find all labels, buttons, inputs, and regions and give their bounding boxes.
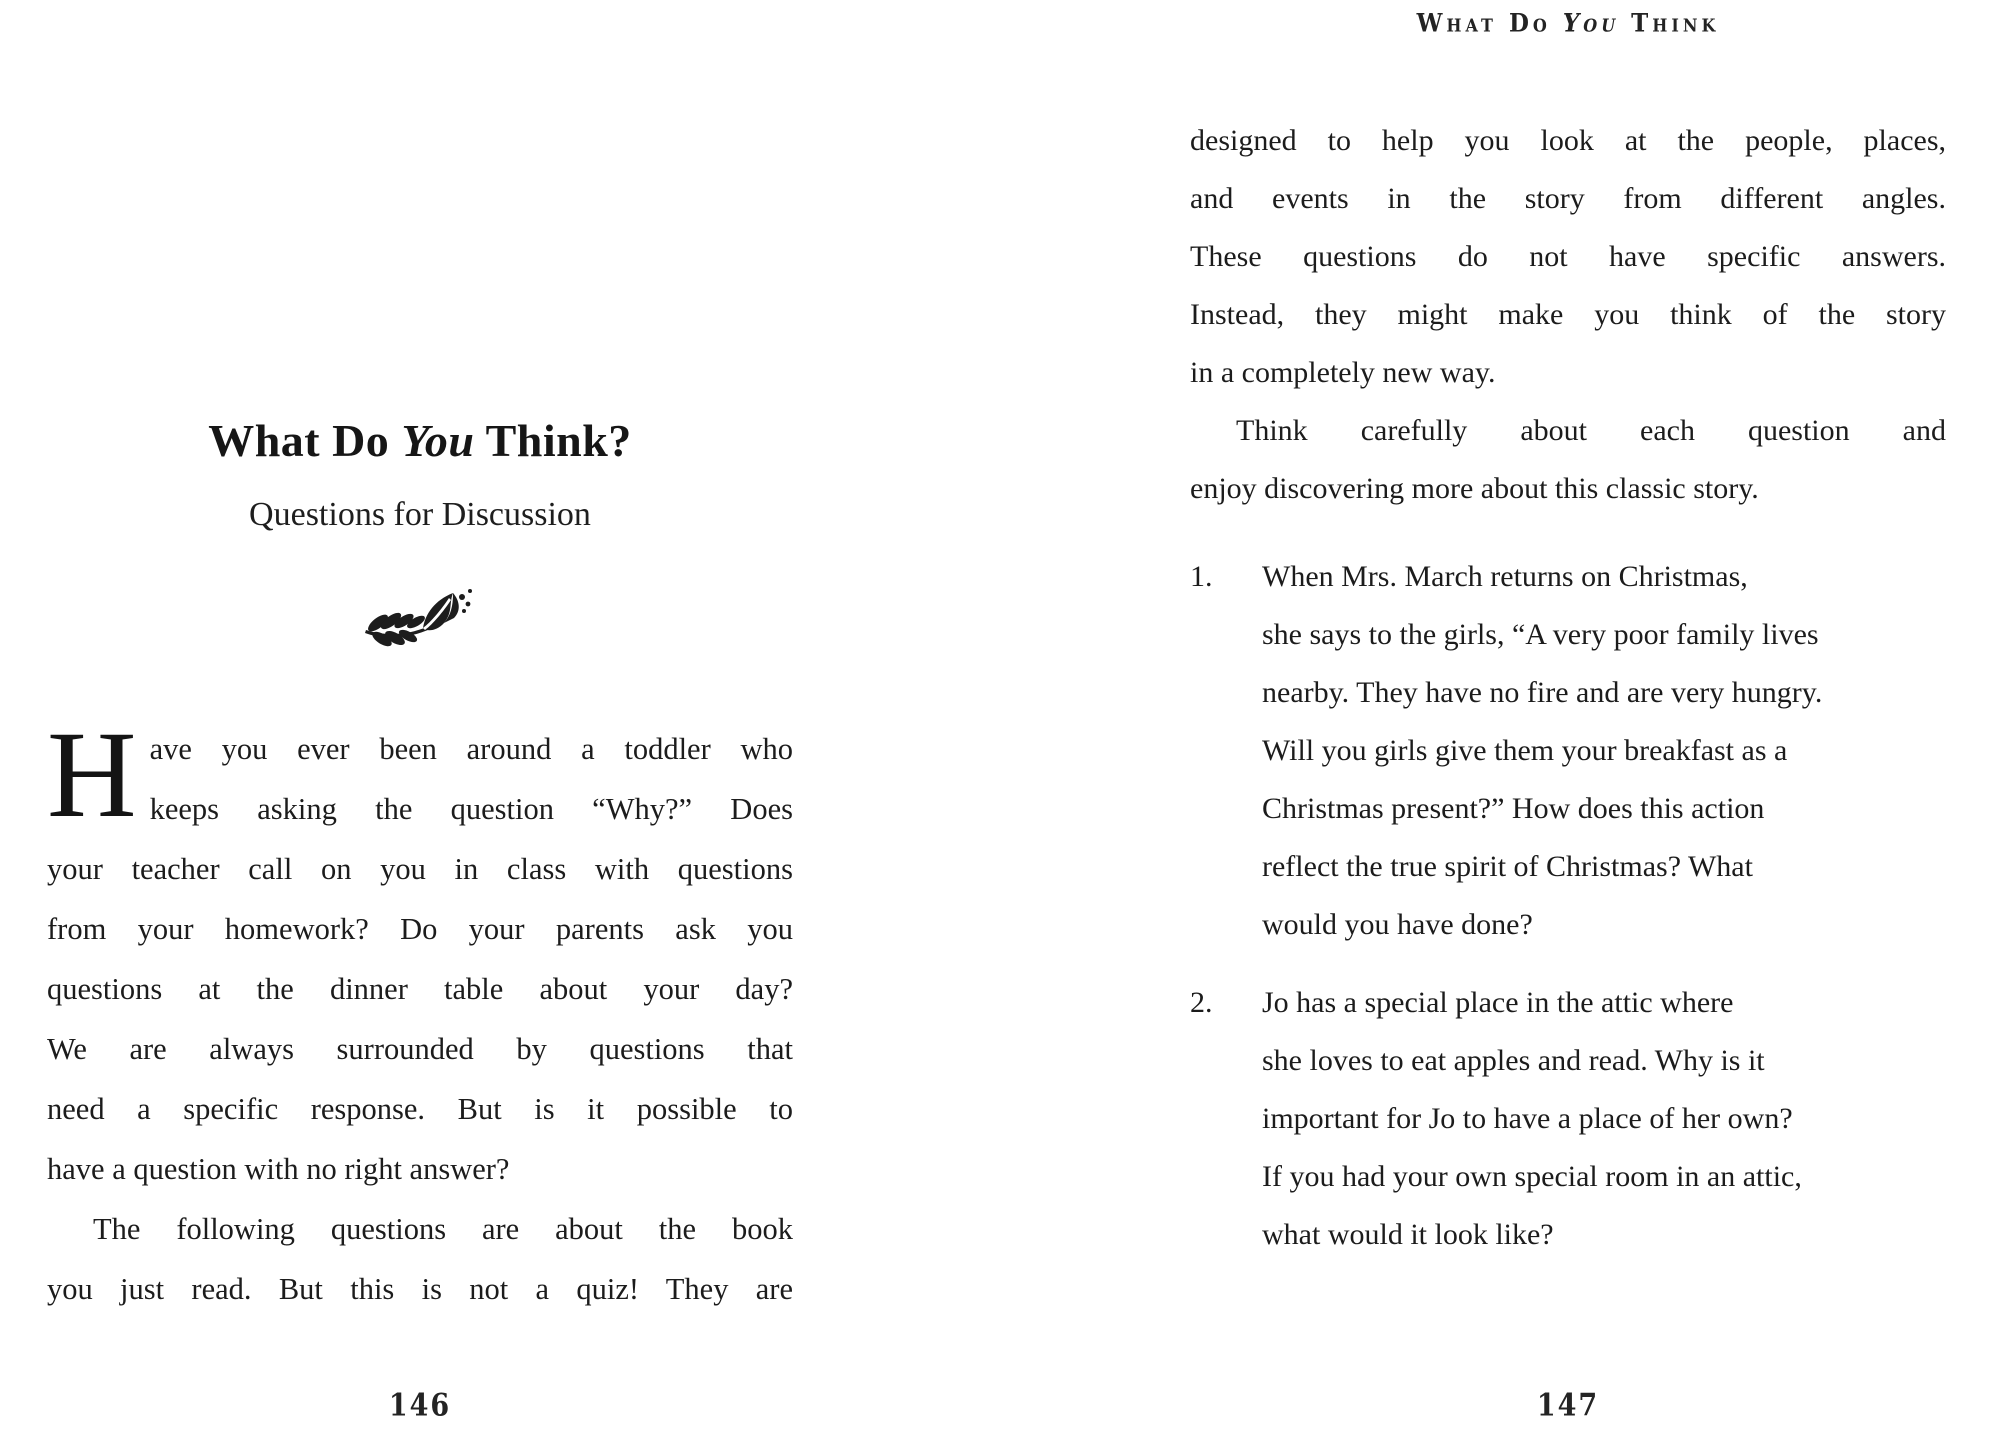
text-line: Christmas present?” How does this action [1262, 792, 1765, 825]
page-title-text: What Do [208, 415, 402, 466]
running-header-text: What Do [1416, 8, 1563, 39]
page-title-text-end: Think? [474, 415, 632, 466]
text-line: Jo has a special place in the attic where [1262, 986, 1734, 1019]
text-line: Will you girls give them your breakfast as a [1262, 734, 1788, 767]
text-line: important for Jo to have a place of her own? [1262, 1102, 1793, 1135]
text-line: keeps asking the question “Why?” Does [149, 792, 793, 826]
text-line: designed to help you look at the people, places, [1190, 124, 1946, 157]
text-line: have a question with no right answer? [47, 1152, 510, 1186]
opening-paragraph [47, 706, 793, 1199]
question-item-1 [1190, 548, 1946, 954]
running-header-italic-word: You [1562, 8, 1620, 39]
question-text [1262, 974, 1946, 1264]
floral-sprig-icon [361, 588, 479, 650]
text-line: nearby. They have no fire and are very hungry. [1262, 676, 1823, 709]
ornament-container [47, 588, 793, 655]
second-paragraph [47, 1199, 793, 1319]
running-header [1190, 9, 1946, 38]
text-line: would you have done? [1262, 908, 1533, 941]
page-title-italic-word: You [401, 415, 475, 466]
text-line: in a completely new way. [1190, 356, 1496, 389]
running-header-text-end: Think [1619, 8, 1720, 39]
left-page-body [47, 706, 793, 1319]
text-line: need a specific response. But is it possible to [47, 1092, 793, 1126]
text-line: you just read. But this is not a quiz! They are [47, 1272, 793, 1306]
think-carefully-paragraph [1190, 402, 1946, 518]
text-line: We are always surrounded by questions that [47, 1032, 793, 1066]
text-line: The following questions are about the book [93, 1212, 793, 1246]
right-page-body [1190, 112, 1946, 1264]
question-item-2 [1190, 974, 1946, 1264]
page-number-right: 147 [1536, 1387, 1600, 1424]
text-line: what would it look like? [1262, 1218, 1554, 1251]
text-line: reflect the true spirit of Christmas? What [1262, 850, 1753, 883]
question-number: 2. [1190, 986, 1213, 1019]
text-line: enjoy discovering more about this classic story. [1190, 472, 1759, 505]
question-number: 1. [1190, 560, 1213, 593]
question-text [1262, 548, 1946, 954]
text-line: If you had your own special room in an attic, [1262, 1160, 1802, 1193]
text-line: from your homework? Do your parents ask you [47, 912, 793, 946]
text-line: These questions do not have specific answers. [1190, 240, 1946, 273]
text-line: ave you ever been around a toddler who [149, 732, 793, 766]
text-line: Think carefully about each question and [1236, 414, 1946, 447]
page-subtitle: Questions for Discussion [249, 496, 591, 533]
text-line: When Mrs. March returns on Christmas, [1262, 560, 1748, 593]
opening-paragraph-lines [47, 706, 793, 1199]
page-title [47, 414, 793, 467]
text-line: she loves to eat apples and read. Why is it [1262, 1044, 1765, 1077]
text-line: Instead, they might make you think of the story [1190, 298, 1946, 331]
text-line: and events in the story from different angles. [1190, 182, 1946, 215]
continued-paragraph [1190, 112, 1946, 402]
text-line: she says to the girls, “A very poor family lives [1262, 618, 1819, 651]
text-line: your teacher call on you in class with questions [47, 852, 793, 886]
page-number-left: 146 [388, 1387, 452, 1424]
text-line: questions at the dinner table about your day? [47, 972, 793, 1006]
drop-cap: H [47, 706, 137, 843]
